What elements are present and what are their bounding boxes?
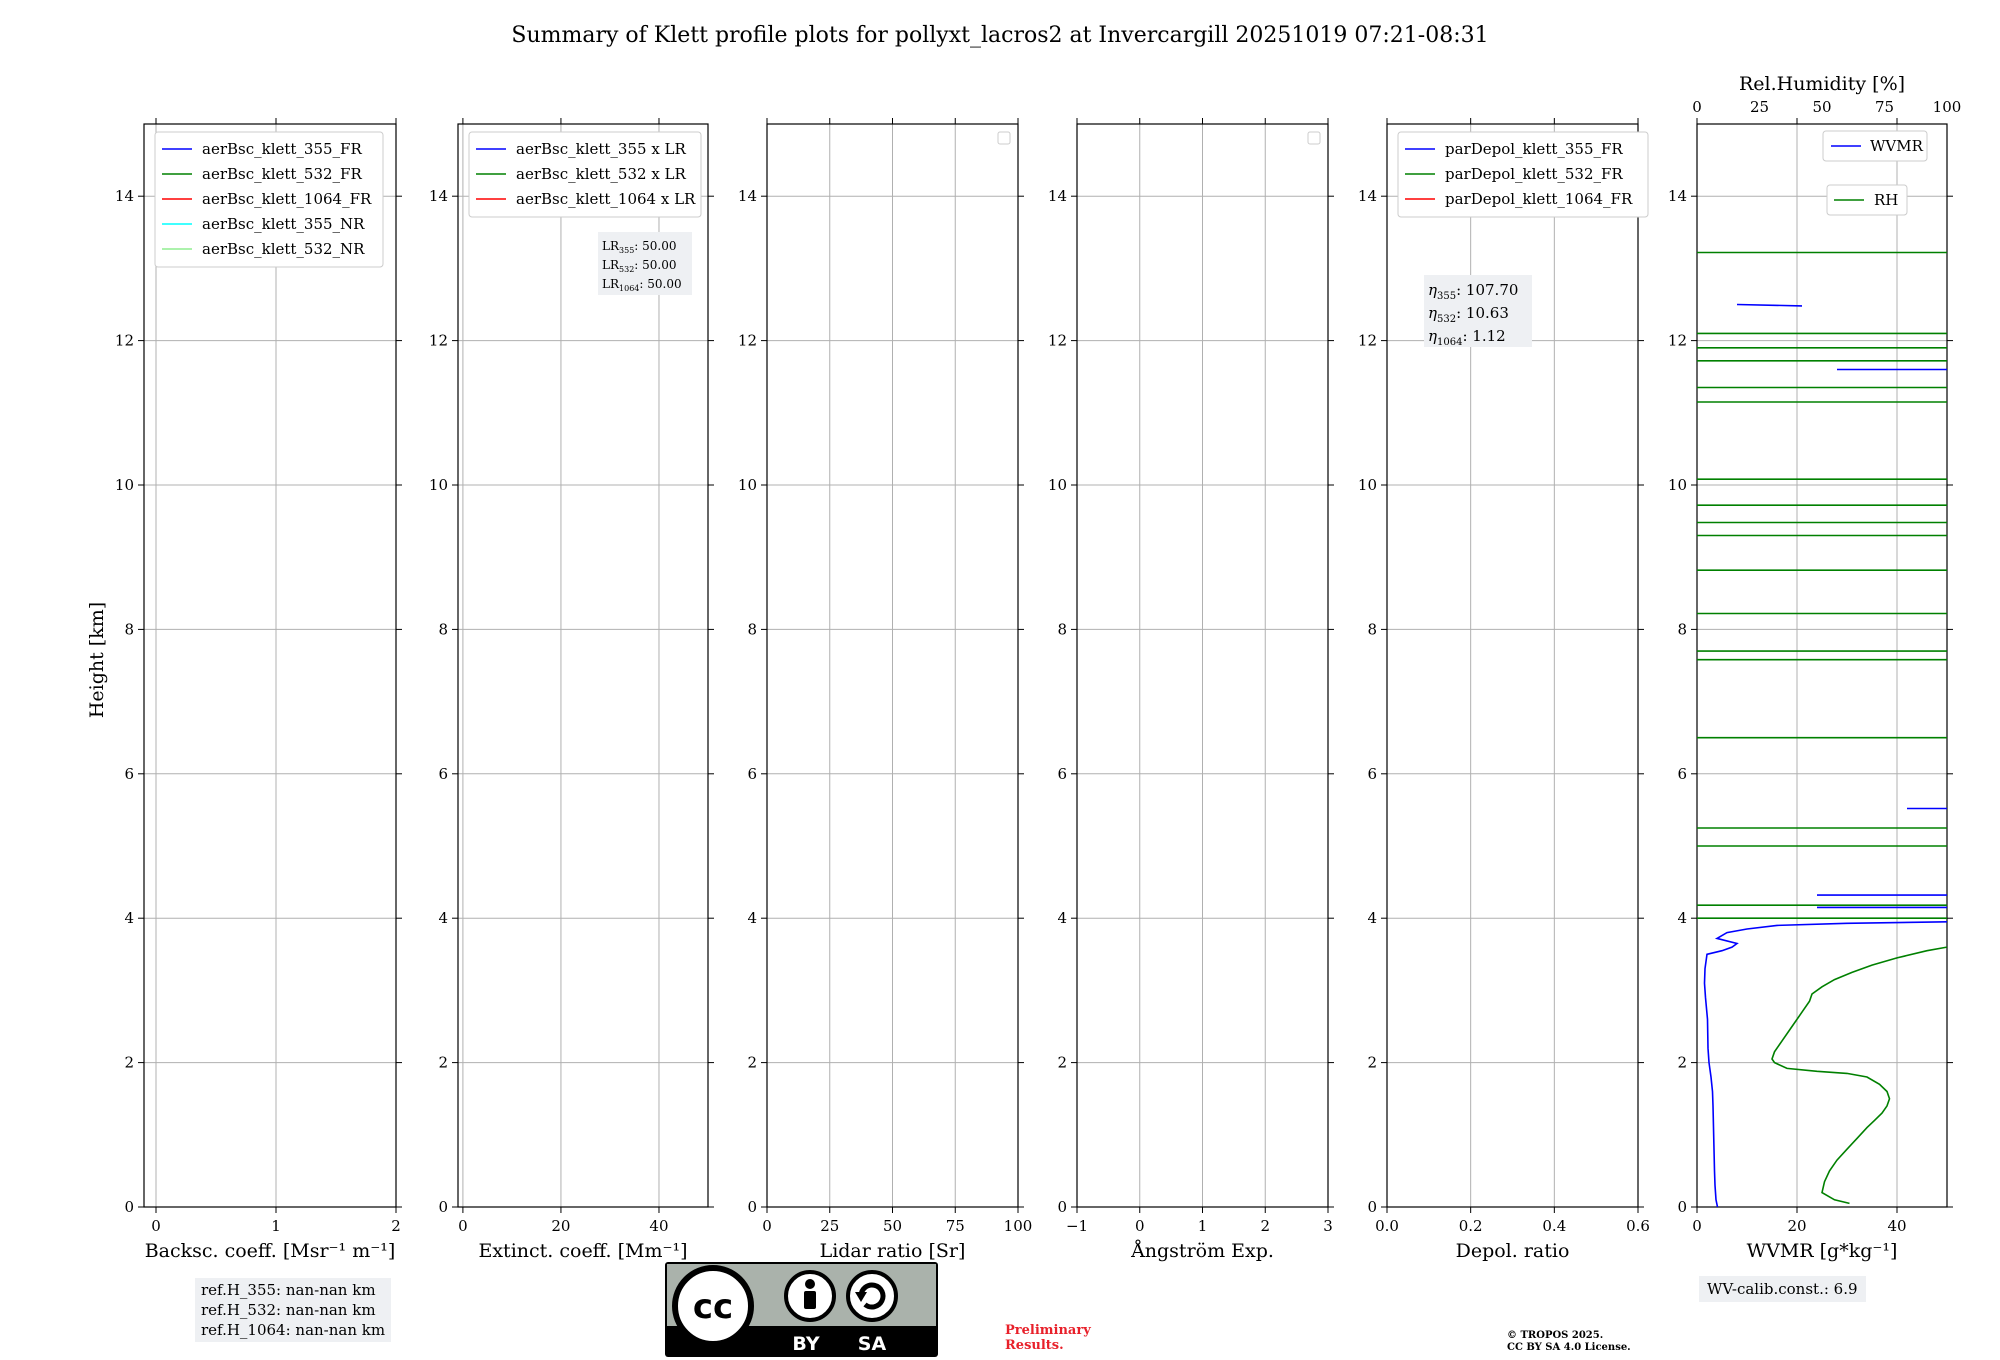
refh-line: ref.H_532: nan-nan km <box>201 1301 376 1319</box>
legend-label: parDepol_klett_355_FR <box>1445 140 1623 158</box>
y-tick-label: 14 <box>1667 187 1687 206</box>
y-tick-label: 2 <box>747 1053 757 1072</box>
x-tick-label: 0 <box>762 1217 772 1235</box>
panel-6 <box>1668 73 1961 1262</box>
y-tick-label: 14 <box>428 187 448 206</box>
y-tick-label: 6 <box>124 764 134 783</box>
y-tick-label: 4 <box>1057 909 1067 928</box>
axes-frame <box>144 124 396 1207</box>
wavelength-subscript: 1064 <box>1437 337 1463 348</box>
wavelength-subscript: 355 <box>619 246 635 255</box>
y-tick-label: 2 <box>1057 1053 1067 1072</box>
y-tick-label: 8 <box>438 620 448 639</box>
wavelength-subscript: 532 <box>1437 314 1457 325</box>
empty-legend-box <box>998 132 1010 144</box>
x-tick-label: 0.6 <box>1626 1217 1650 1235</box>
legend-label: aerBsc_klett_355_FR <box>202 140 362 158</box>
lidar-ratio-box <box>598 232 692 295</box>
y-tick-label: 0 <box>124 1198 134 1216</box>
y-tick-label: 12 <box>114 331 134 350</box>
legend-label: aerBsc_klett_532_NR <box>202 240 365 258</box>
wavelength-subscript: 355 <box>1437 291 1457 302</box>
x-axis-label: Backsc. coeff. [Msr⁻¹ m⁻¹] <box>144 1240 396 1262</box>
top-x-tick-label: 50 <box>1812 98 1832 116</box>
wv-calib-text: WV-calib.const.: 6.9 <box>1707 1280 1858 1298</box>
panel-1 <box>115 118 402 1262</box>
cc-by-sa-badge <box>665 1262 938 1357</box>
copyright-note <box>1507 1330 1631 1354</box>
legend-label: parDepol_klett_532_FR <box>1445 165 1623 183</box>
panel-3 <box>738 118 1032 1262</box>
series-segment <box>1737 305 1802 306</box>
wavelength-subscript: 1064 <box>619 284 640 293</box>
symbol: η <box>1428 327 1437 345</box>
legend-label: aerBsc_klett_532 x LR <box>516 165 686 183</box>
y-tick-label: 6 <box>1057 764 1067 783</box>
figure-title: Summary of Klett profile plots for pollyxt_lacros2 at Invercargill 20251019 07:21-08:31 <box>511 23 1489 48</box>
refh-line: ref.H_1064: nan-nan km <box>201 1321 386 1339</box>
x-tick-label: 2 <box>391 1217 401 1235</box>
legend-label: aerBsc_klett_1064 x LR <box>516 190 696 208</box>
y-tick-label: 0 <box>438 1198 448 1216</box>
series-rh <box>1772 947 1947 1203</box>
y-tick-label: 14 <box>737 187 757 206</box>
x-tick-label: 0.0 <box>1375 1217 1399 1235</box>
x-axis-label: WVMR [g*kg⁻¹] <box>1746 1240 1898 1262</box>
x-axis-label: Lidar ratio [Sr] <box>819 1240 966 1262</box>
y-tick-label: 4 <box>1367 909 1377 928</box>
y-tick-label: 0 <box>1677 1198 1687 1216</box>
top-x-tick-label: 0 <box>1692 98 1702 116</box>
symbol: LR <box>602 239 620 253</box>
value: : 50.00 <box>639 277 682 291</box>
value: : 107.70 <box>1456 281 1519 299</box>
x-tick-label: 0.4 <box>1542 1217 1567 1235</box>
refh-line: ref.H_355: nan-nan km <box>201 1281 376 1299</box>
series-wvmr <box>1705 922 1948 1207</box>
wavelength-subscript: 532 <box>619 265 635 274</box>
prelim-line: Results. <box>1005 1338 1064 1353</box>
value: : 50.00 <box>634 239 677 253</box>
y-tick-label: 10 <box>1357 476 1377 494</box>
symbol: η <box>1428 281 1437 299</box>
x-tick-label: 3 <box>1323 1217 1333 1235</box>
x-tick-label: 0.2 <box>1458 1217 1483 1235</box>
x-tick-label: −1 <box>1065 1217 1089 1235</box>
y-tick-label: 8 <box>747 620 757 639</box>
y-tick-label: 10 <box>1047 476 1067 494</box>
x-axis-label: Ångström Exp. <box>1131 1240 1274 1262</box>
legend-label: RH <box>1874 191 1899 209</box>
x-tick-label: 50 <box>882 1217 903 1235</box>
wv-calib-box <box>1699 1276 1866 1302</box>
y-tick-label: 8 <box>124 620 134 639</box>
lidar-ratio-line <box>602 258 677 274</box>
legend-label: aerBsc_klett_355 x LR <box>516 140 686 158</box>
eta-box <box>1424 275 1532 348</box>
symbol: η <box>1428 304 1437 322</box>
y-tick-label: 6 <box>438 764 448 783</box>
y-tick-label: 2 <box>1677 1053 1687 1072</box>
by-person-body <box>804 1291 816 1309</box>
x-tick-label: 75 <box>945 1217 965 1235</box>
legend-label: WVMR <box>1870 137 1923 155</box>
value: : 10.63 <box>1456 304 1509 322</box>
y-tick-label: 4 <box>124 909 134 928</box>
y-tick-label: 4 <box>438 909 448 928</box>
y-tick-label: 2 <box>1367 1053 1377 1072</box>
x-tick-label: 40 <box>1887 1217 1907 1235</box>
panel-4 <box>1048 118 1334 1262</box>
x-tick-label: 0 <box>458 1217 468 1235</box>
top-x-tick-label: 100 <box>1932 98 1962 116</box>
axes-frame <box>1697 124 1947 1207</box>
y-tick-label: 8 <box>1367 620 1377 639</box>
y-axis-label: Height [km] <box>86 601 108 719</box>
y-tick-label: 14 <box>1357 187 1377 206</box>
y-tick-label: 2 <box>124 1053 134 1072</box>
symbol: LR <box>602 277 620 291</box>
y-tick-label: 10 <box>428 476 448 494</box>
badge-by-label: BY <box>792 1333 820 1355</box>
x-tick-label: 0 <box>1134 1217 1145 1235</box>
y-tick-label: 14 <box>114 187 134 206</box>
prelim-line: Preliminary <box>1005 1323 1091 1338</box>
y-tick-label: 14 <box>1047 187 1067 206</box>
y-tick-label: 4 <box>1677 909 1687 928</box>
x-tick-label: 0 <box>1692 1217 1702 1235</box>
x-axis-label: Depol. ratio <box>1455 1240 1570 1262</box>
reference-height-box <box>195 1278 391 1342</box>
top-x-axis-label: Rel.Humidity [%] <box>1738 73 1906 95</box>
y-tick-label: 2 <box>438 1053 448 1072</box>
x-tick-label: 1 <box>1197 1217 1208 1235</box>
y-tick-label: 12 <box>428 331 448 350</box>
legend-label: aerBsc_klett_1064_FR <box>202 190 372 208</box>
y-tick-label: 0 <box>1367 1198 1377 1216</box>
cc-logo-text: cc <box>692 1287 734 1327</box>
symbol: LR <box>602 258 620 272</box>
by-person-head <box>805 1279 815 1289</box>
y-tick-label: 6 <box>747 764 757 783</box>
legend-label: aerBsc_klett_355_NR <box>202 215 365 233</box>
y-tick-label: 6 <box>1677 764 1687 783</box>
y-tick-label: 10 <box>1667 476 1687 494</box>
y-tick-label: 12 <box>737 331 757 350</box>
y-tick-label: 8 <box>1057 620 1067 639</box>
x-tick-label: 0 <box>151 1217 161 1235</box>
badge-sa-label: SA <box>857 1333 887 1355</box>
legend-label: parDepol_klett_1064_FR <box>1445 190 1633 208</box>
lidar-ratio-line <box>602 277 682 293</box>
y-tick-label: 6 <box>1367 764 1377 783</box>
sa-share-icon <box>848 1272 896 1320</box>
y-tick-label: 0 <box>1057 1198 1067 1216</box>
y-tick-label: 10 <box>114 476 134 494</box>
y-tick-label: 0 <box>747 1198 757 1216</box>
copyright-line: CC BY SA 4.0 License. <box>1507 1342 1631 1353</box>
legend-label: aerBsc_klett_532_FR <box>202 165 362 183</box>
lidar-ratio-line <box>602 239 677 255</box>
y-tick-label: 8 <box>1677 620 1687 639</box>
y-tick-label: 12 <box>1667 331 1687 350</box>
x-tick-label: 40 <box>649 1217 669 1235</box>
x-axis-label: Extinct. coeff. [Mm⁻¹] <box>478 1240 688 1262</box>
y-tick-label: 12 <box>1357 331 1377 350</box>
top-x-tick-label: 25 <box>1749 98 1770 116</box>
x-tick-label: 25 <box>820 1217 840 1235</box>
y-tick-label: 4 <box>747 909 757 928</box>
value: : 50.00 <box>634 258 677 272</box>
value: : 1.12 <box>1462 327 1506 345</box>
y-tick-label: 12 <box>1047 331 1067 350</box>
top-x-tick-label: 75 <box>1874 98 1895 116</box>
x-tick-label: 1 <box>271 1217 281 1235</box>
x-tick-label: 20 <box>1787 1217 1807 1235</box>
x-tick-label: 100 <box>1003 1217 1033 1235</box>
x-tick-label: 2 <box>1260 1217 1271 1235</box>
preliminary-results-note <box>1005 1323 1091 1353</box>
copyright-line: © TROPOS 2025. <box>1507 1330 1604 1341</box>
y-tick-label: 10 <box>737 476 757 494</box>
x-tick-label: 20 <box>551 1217 571 1235</box>
empty-legend-box <box>1308 132 1320 144</box>
